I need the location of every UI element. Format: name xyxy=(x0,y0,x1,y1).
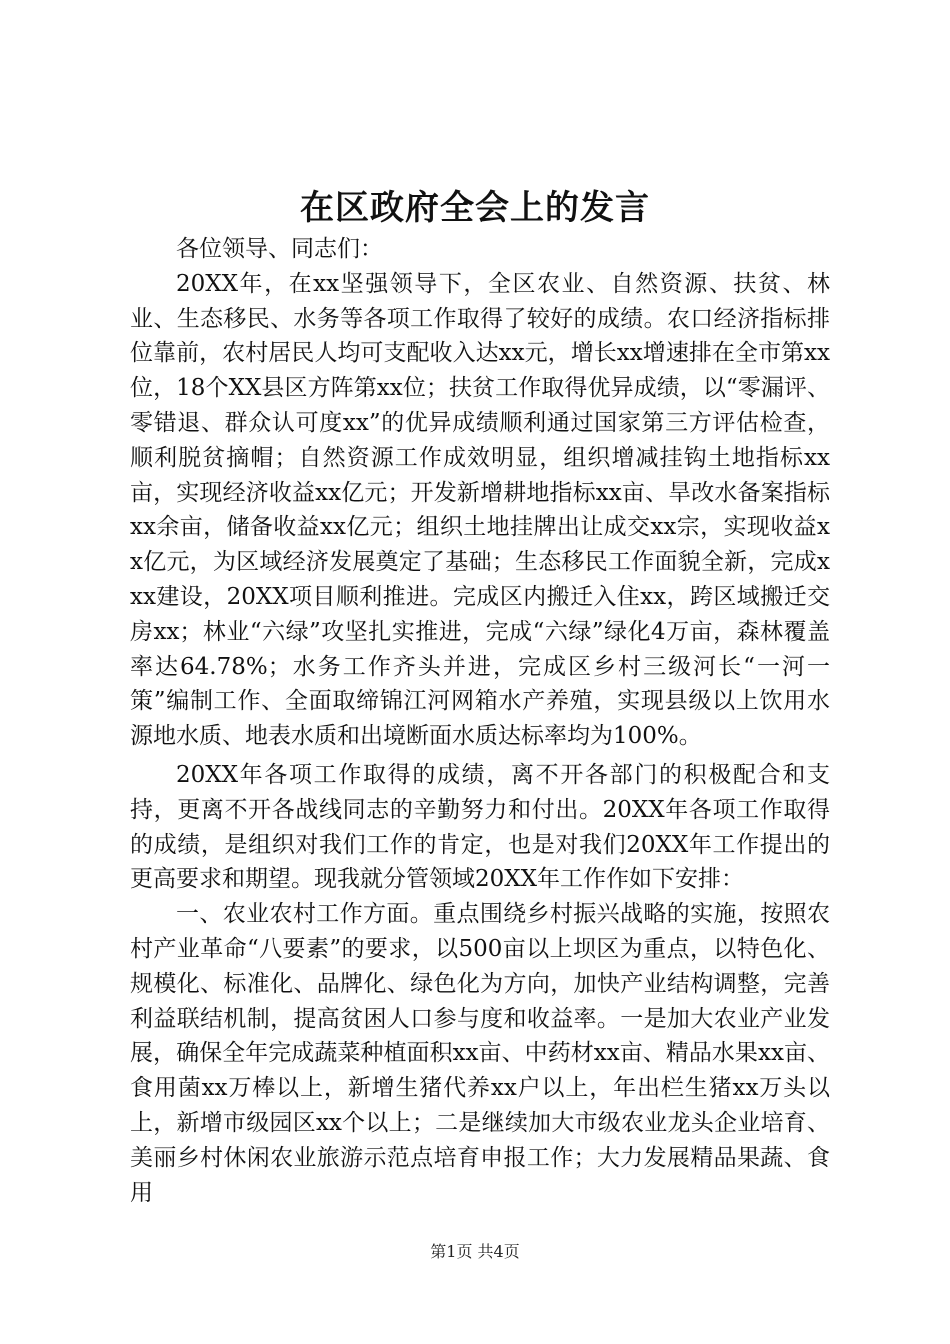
achievements-paragraph: 20XX年，在xx坚强领导下，全区农业、自然资源、扶贫、林业、生态移民、水务等各项工作取得了较好的成绩。农口经济指标排位靠前，农村居民人均可支配收入达xx元，增长xx增速排在全市第xx位，18个XX县区方阵第xx位；扶贫工作取得优异成绩，以“零漏评、零错退、群众认可度xx”的优异成绩顺利通过国家第三方评估检查，顺利脱贫摘帽；自然资源工作成效明显，组织增减挂钩土地指标xx亩，实现经济收益xx亿元；开发新增耕地指标xx亩、旱改水备案指标xx余亩，储备收益xx亿元；组织土地挂牌出让成交xx宗，实现收益xx亿元，为区域经济发展奠定了基础；生态移民工作面貌全新，完成xxx建设，20XX项目顺利推进。完成区内搬迁入住xx，跨区域搬迁交房xx；林业“六绿”攻坚扎实推进，完成“六绿”绿化4万亩，森林覆盖率达64.78%；水务工作齐头并进，完成区乡村三级河长“一河一策”编制工作、全面取缔锦江河网箱水产养殖，实现县级以上饮用水源地水质、地表水质和出境断面水质达标率均为100%。 xyxy=(130,270,830,750)
page-number-footer: 第1页 共4页 xyxy=(430,1242,520,1261)
document-body xyxy=(130,232,830,1210)
salutation-paragraph: 各位领导、同志们： xyxy=(176,236,383,262)
agriculture-section-paragraph: 一、农业农村工作方面。重点围绕乡村振兴战略的实施，按照农村产业革命“八要素”的要求，以500亩以上坝区为重点，以特色化、规模化、标准化、品牌化、绿色化为方向，加快产业结构调整，完善利益联结机制，提高贫困人口参与度和收益率。一是加大农业产业发展，确保全年完成蔬菜种植面积xx亩、中药材xx亩、精品水果xx亩、食用菌xx万棒以上，新增生猪代养xx户以上，年出栏生猪xx万头以上，新增市级园区xx个以上；二是继续加大市级农业龙头企业培育、美丽乡村休闲农业旅游示范点培育申报工作；大力发展精品果蔬、食用 xyxy=(130,901,830,1206)
plan-intro-paragraph: 20XX年各项工作取得的成绩，离不开各部门的积极配合和支持，更离不开各战线同志的辛勤努力和付出。20XX年各项工作取得的成绩，是组织对我们工作的肯定，也是对我们20XX年工作提出的更高要求和期望。现我就分管领域20XX年工作作如下安排： xyxy=(130,761,830,893)
document-title: 在区政府全会上的发言 xyxy=(300,188,650,228)
